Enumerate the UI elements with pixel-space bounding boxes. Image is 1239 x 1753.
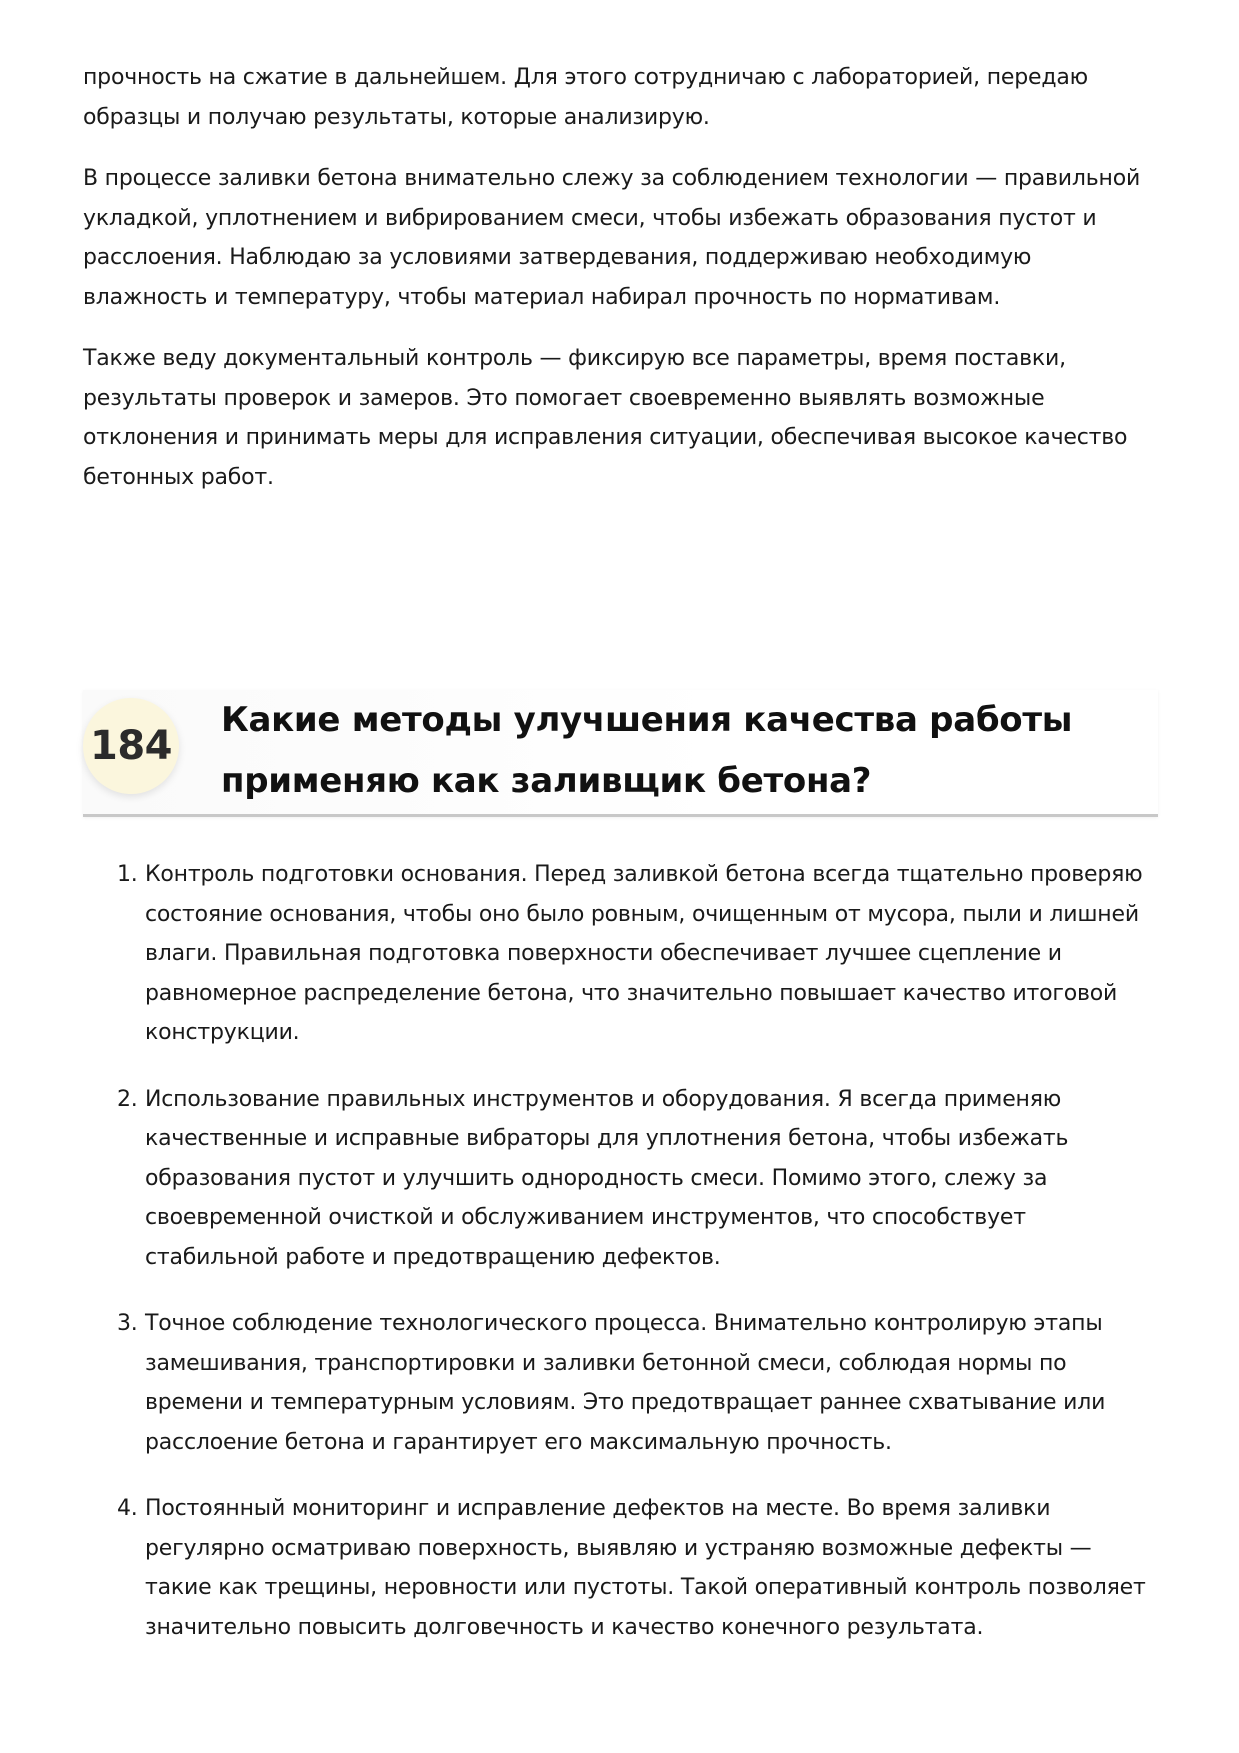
list-item [83, 855, 1158, 1053]
question-number-badge: 184 [83, 698, 179, 794]
list-item-text: Контроль подготовки основания. Перед заливкой бетона всегда тщательно проверяю состояние основания, чтобы оно было ровным, очищенным от мусора, пыли и лишней влаги. Правильная подготовка поверхности обеспечивает лучшее сцепление и равномерное распределение бетона, что значительно повышает качество итоговой конструкции. [145, 862, 1143, 1045]
section-header [83, 690, 1158, 817]
list-item [83, 1080, 1158, 1278]
intro-text [83, 58, 1158, 519]
question-section [83, 690, 1158, 1640]
list-item-text: Использование правильных инструментов и оборудования. Я всегда применяю качественные и исправные вибраторы для уплотнения бетона, чтобы избежать образования пустот и улучшить однородность смеси. Помимо этого, слежу за своевременной очисткой и обслуживанием инструментов, что способствует стабильной работе и предотвращению дефектов. [145, 1086, 1069, 1270]
list-item-number: 3. [117, 1311, 138, 1336]
paragraph: В процессе заливки бетона внимательно слежу за соблюдением технологии — правильной укладкой, уплотнением и вибрированием смеси, чтобы избежать образования пустот и расслоения. Наблюдаю за условиями затвердевания, поддерживаю необходимую влажность и температуру, чтобы материал набирал прочность по нормативам. [83, 166, 1141, 310]
list-item-number: 2. [117, 1086, 138, 1112]
list-item-text: Точное соблюдение технологического процесса. Внимательно контролирую этапы замешивания, транспортировки и заливки бетонной смеси, соблюдая нормы по времени и температурным условиям. Это предотвращает раннее схватывание или расслоение бетона и гарантирует его максимальную прочность. [145, 1311, 1106, 1455]
paragraph: прочность на сжатие в дальнейшем. Для этого сотрудничаю с лабораторией, передаю образцы и получаю результаты, которые анализирую. [83, 65, 1088, 130]
list-item [83, 1489, 1158, 1647]
list-item-text: Постоянный мониторинг и исправление дефектов на месте. Во время заливки регулярно осматриваю поверхность, выявляю и устраняю возможные дефекты — такие как трещины, неровности или пустоты. Такой оперативный контроль позволяет значительно повысить долговечность и качество конечного результата. [145, 1496, 1146, 1640]
list-item-number: 4. [117, 1496, 138, 1521]
methods-list [83, 855, 1158, 1674]
list-item [83, 1304, 1158, 1462]
paragraph: Также веду документальный контроль — фиксирую все параметры, время поставки, результаты проверок и замеров. Это помогает своевременно выявлять возможные отклонения и принимать меры для исправления ситуации, обеспечивая высокое качество бетонных работ. [83, 346, 1128, 490]
list-item-number: 1. [117, 862, 138, 887]
section-title: Какие методы улучшения качества работы применяю как заливщик бетона? [221, 700, 1073, 801]
